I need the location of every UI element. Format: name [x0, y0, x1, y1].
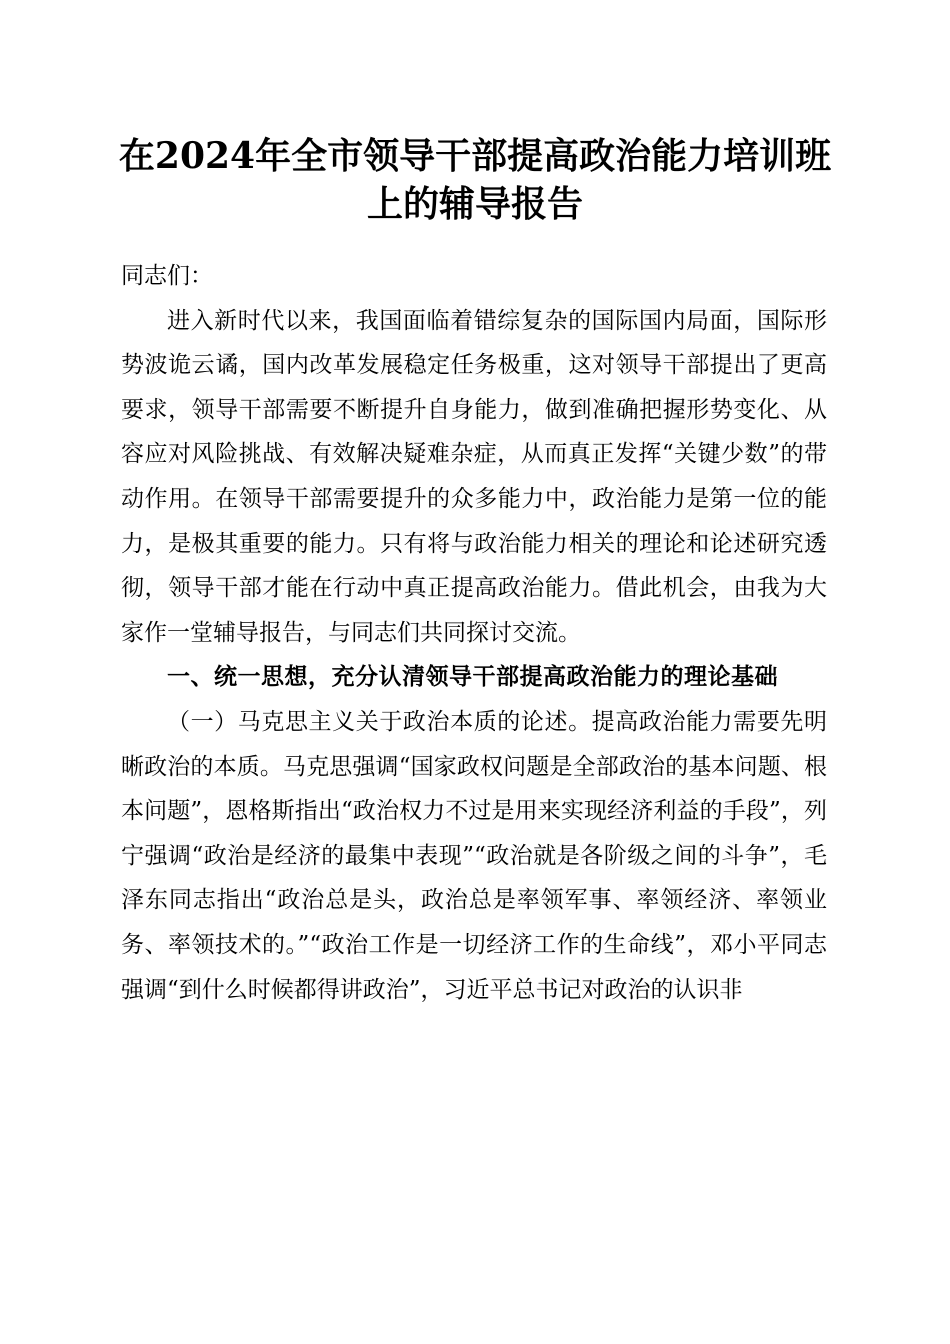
section-1-heading: 一、统一思想，充分认清领导干部提高政治能力的理论基础 [167, 664, 778, 691]
subsection-1-paragraph: （一）马克思主义关于政治本质的论述。提高政治能力需要先明晰政治的本质。马克思强调“国家政权问题是全部政治的基本问题、根本问题”，恩格斯指出“政治权力不过是用来实现经济利益的手段”，列宁强调“政治是经济的最集中表现”“政治就是各阶级之间的斗争”，毛泽东同志指出“政治总是头，政治总是率领军事、率领经济、率领业务、率领技术的。”“政治工作是一切经济工作的生命线”，邓小平同志强调“到什么时候都得讲政治”，习近平总书记对政治的认识非 [121, 708, 827, 1003]
intro-paragraph: 进入新时代以来，我国面临着错综复杂的国际国内局面，国际形势波诡云谲，国内改革发展稳定任务极重，这对领导干部提出了更高要求，领导干部需要不断提升自身能力，做到准确把握形势变化、从容应对风险挑战、有效解决疑难杂症，从而真正发挥“关键少数”的带动作用。在领导干部需要提升的众多能力中，政治能力是第一位的能力，是极其重要的能力。只有将与政治能力相关的理论和论述研究透彻，领导干部才能在行动中真正提高政治能力。借此机会，由我为大家作一堂辅导报告，与同志们共同探讨交流。 [121, 307, 827, 646]
document-body [121, 254, 827, 1012]
document-title [100, 132, 850, 228]
title-line-2: 上的辅导报告 [366, 183, 583, 225]
salutation: 同志们： [121, 263, 213, 289]
title-line-1: 在2024年全市领导干部提高政治能力培训班 [118, 135, 832, 177]
